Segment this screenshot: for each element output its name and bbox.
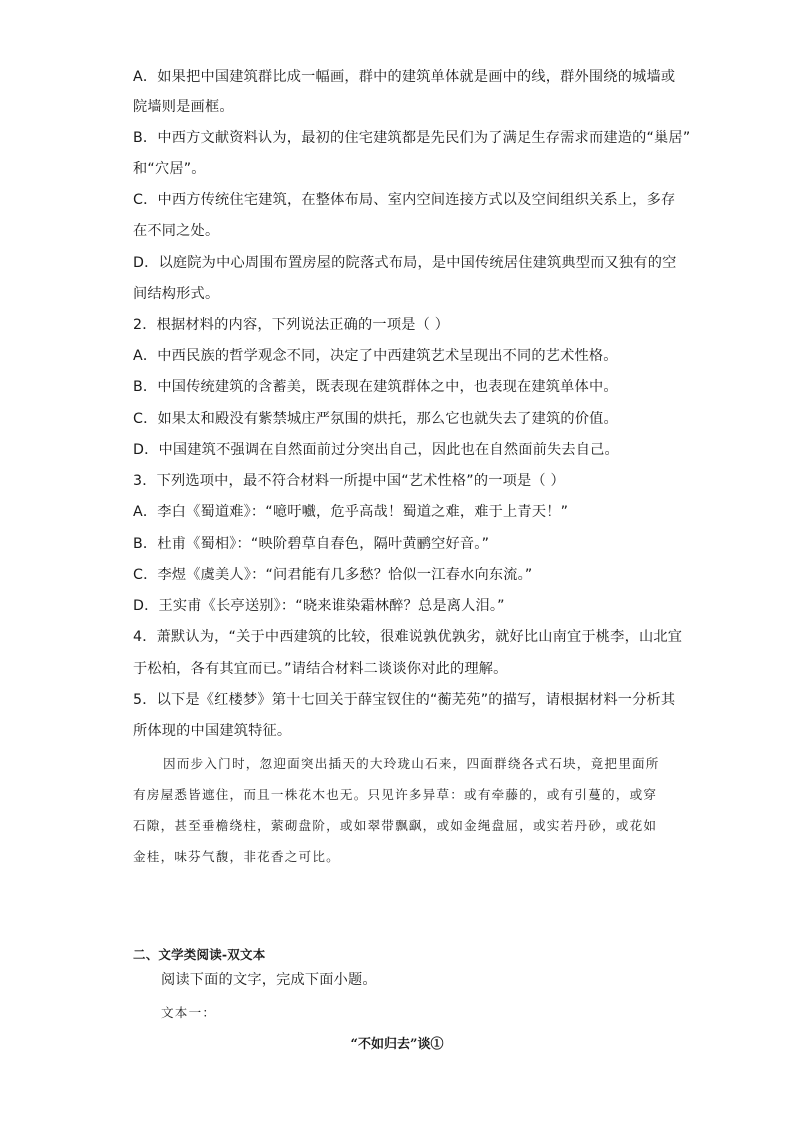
q1-option-b-line1: B．中西方文献资料认为，最初的住宅建筑都是先民们为了满足生存需求而建造的“巢居” bbox=[133, 130, 691, 146]
excerpt-line3: 石隙，甚至垂檐绕柱，萦砌盘阶，或如翠带飘飖，或如金绳盘屈，或实若丹砂，或花如 bbox=[133, 818, 658, 833]
q3-option-b: B．杜甫《蜀相》：“映阶碧草自春色，隔叶黄鹂空好音。” bbox=[133, 536, 490, 552]
q2-option-d: D．中国建筑不强调在自然面前过分突出自己，因此也在自然面前失去自己。 bbox=[133, 442, 619, 458]
q1-option-a-line2: 院墙则是画框。 bbox=[133, 99, 234, 115]
q2-stem: 2．根据材料的内容，下列说法正确的一项是（ ） bbox=[133, 317, 450, 333]
q3-option-d: D．王实甫《长亭送别》：“晓来谁染霜林醉？总是离人泪。” bbox=[133, 598, 505, 614]
section-title: 二、文学类阅读-双文本 bbox=[133, 947, 266, 962]
q2-option-a: A．中西民族的哲学观念不同，决定了中西建筑艺术呈现出不同的艺术性格。 bbox=[133, 348, 618, 364]
excerpt-line2: 有房屋悉皆遮住，而且一株花木也无。只见许多异草：或有牵藤的，或有引蔓的，或穿 bbox=[133, 787, 658, 802]
q1-option-c-line2: 在不同之处。 bbox=[133, 223, 220, 239]
article-title: “不如归去”谈① bbox=[350, 1037, 444, 1052]
q5-line1: 5．以下是《红楼梦》第十七回关于薛宝钗住的“蘅芜苑”的描写，请根据材料一分析其 bbox=[133, 692, 676, 708]
excerpt-line4: 金桂，味芬气馥，非花香之可比。 bbox=[133, 849, 340, 864]
excerpt-line1: 因而步入门时，忽迎面突出插天的大玲珑山石来，四面群绕各式石块，竟把里面所 bbox=[163, 756, 660, 771]
q2-option-b: B．中国传统建筑的含蓄美，既表现在建筑群体之中，也表现在建筑单体中。 bbox=[133, 379, 618, 395]
q1-option-c-line1: C．中西方传统住宅建筑，在整体布局、室内空间连接方式以及空间组织关系上，多存 bbox=[133, 192, 676, 208]
q3-option-a: A．李白《蜀道难》：“噫吁嚱，危乎高哉！蜀道之难，难于上青天！” bbox=[133, 504, 569, 520]
text-label: 文本一： bbox=[161, 1005, 217, 1020]
q4-line2: 于松柏，各有其宜而已。”请结合材料二谈谈你对此的理解。 bbox=[133, 661, 508, 677]
q1-option-b-line2: 和“穴居”。 bbox=[133, 161, 206, 177]
q5-line2: 所体现的中国建筑特征。 bbox=[133, 723, 292, 739]
q1-option-a-line1: A．如果把中国建筑群比成一幅画，群中的建筑单体就是画中的线，群外围绕的城墙或 bbox=[133, 69, 676, 85]
q1-option-d-line1: D．以庭院为中心周围布置房屋的院落式布局，是中国传统居住建筑典型而又独有的空 bbox=[133, 255, 677, 271]
section-instruction: 阅读下面的文字，完成下面小题。 bbox=[161, 972, 377, 988]
q1-option-d-line2: 间结构形式。 bbox=[133, 286, 220, 302]
q3-stem: 3．下列选项中，最不符合材料一所提中国“艺术性格”的一项是（ ） bbox=[133, 473, 565, 489]
q4-line1: 4．萧默认为，“关于中西建筑的比较，很难说孰优孰劣，就好比山南宜于桃李，山北宜 bbox=[133, 629, 683, 645]
q2-option-c: C．如果太和殿没有紫禁城庄严氛围的烘托，那么它也就失去了建筑的价值。 bbox=[133, 411, 618, 427]
q3-option-c: C．李煜《虞美人》：“问君能有几多愁？恰似一江春水向东流。” bbox=[133, 567, 533, 583]
